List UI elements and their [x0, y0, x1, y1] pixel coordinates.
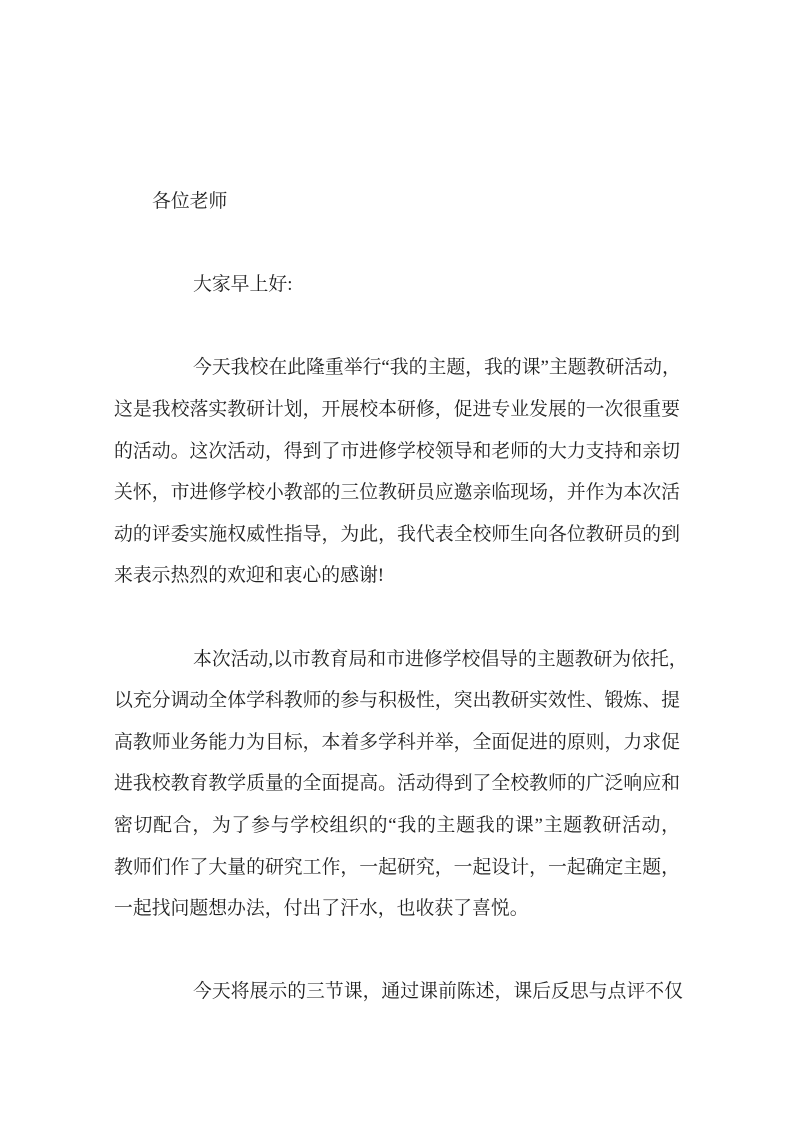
greeting-line: 各位老师 — [152, 191, 228, 212]
paragraph-line: 进我校教育教学质量的全面提高。活动得到了全校教师的广泛响应和 — [114, 773, 680, 795]
paragraph-line: 来表示热烈的欢迎和衷心的感谢! — [114, 565, 385, 587]
paragraph-line: 关怀，市进修学校小教部的三位教研员应邀亲临现场，并作为本次活 — [114, 482, 680, 504]
paragraph-line: 密切配合，为了参与学校组织的“我的主题我的课”主题教研活动， — [114, 814, 680, 836]
paragraph-line: 一起找问题想办法，付出了汗水，也收获了喜悦。 — [114, 898, 529, 920]
blank-line — [114, 223, 680, 265]
paragraph — [114, 347, 680, 597]
paragraph-line: 今天我校在此隆重举行“我的主题，我的课”主题教研活动， — [193, 357, 681, 379]
paragraph-line: 本次活动,以市教育局和市进修学校倡导的主题教研为依托， — [193, 648, 688, 670]
paragraph-line: 这是我校落实教研计划，开展校本研修，促进专业发展的一次很重要 — [114, 398, 680, 420]
paragraph-line: 以充分调动全体学科教师的参与积极性，突出教研实效性、锻炼、提 — [114, 690, 680, 712]
salutation-line: 大家早上好: — [193, 274, 293, 296]
paragraph — [114, 639, 688, 930]
blank-line — [114, 597, 680, 639]
paragraph-line: 动的评委实施权威性指导，为此，我代表全校师生向各位教研员的到 — [114, 523, 680, 545]
blank-line — [114, 930, 680, 972]
paragraph-line: 教师们作了大量的研究工作，一起研究，一起设计，一起确定主题， — [114, 856, 680, 878]
blank-line — [114, 306, 680, 348]
paragraph — [114, 971, 683, 1013]
paragraphs — [114, 347, 688, 1013]
paragraph-line: 高教师业务能力为目标，本着多学科并举，全面促进的原则，力求促 — [114, 731, 680, 753]
paragraph-line: 的活动。这次活动，得到了市进修学校领导和老师的大力支持和亲切 — [114, 440, 680, 462]
document-content — [114, 181, 688, 1013]
paragraph-line: 今天将展示的三节课，通过课前陈述，课后反思与点评不仅 — [193, 981, 683, 1003]
